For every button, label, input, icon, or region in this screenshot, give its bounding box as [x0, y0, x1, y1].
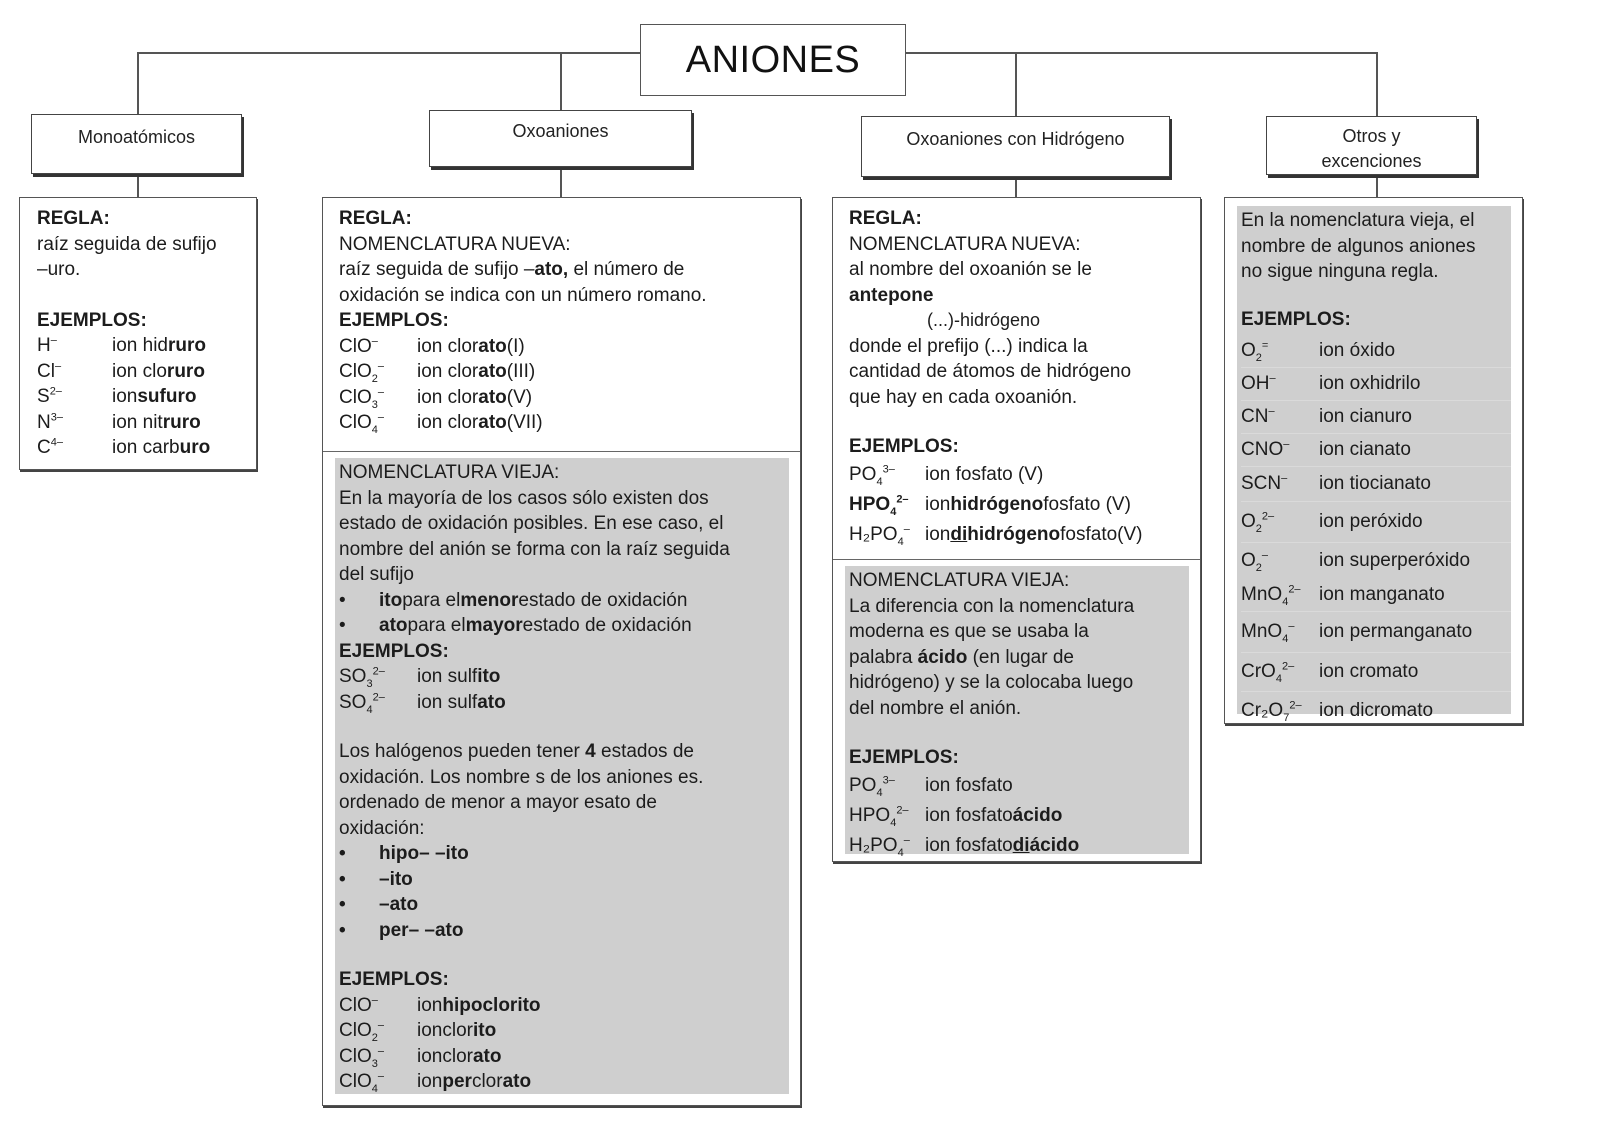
regla-text: oxidación se indica con un número romano.: [339, 284, 707, 306]
ejemplos-label: EJEMPLOS:: [1241, 308, 1351, 330]
example-row: $SO_3^{2-}$ ion sulf ito: [339, 665, 501, 690]
example-row: ClO$_4$– ion per clor ato: [339, 1070, 532, 1095]
ejemplos-label: EJEMPLOS:: [339, 969, 449, 990]
example-row: $O_2^-$ ion superperóxido: [1241, 549, 1471, 575]
example-row: $SO_4^{2-}$ ion sulf ato: [339, 691, 506, 716]
panel-otros: [1224, 197, 1523, 724]
connector-oxoaniones: [560, 52, 562, 111]
category-label: Monoatómicos: [77, 127, 196, 147]
connector-top-left: [137, 52, 640, 54]
connector-monoatomicos: [137, 52, 139, 115]
regla-text: raíz seguida de sufijo: [37, 233, 217, 255]
nomenclatura-nueva-heading: NOMENCLATURA NUEVA:: [849, 233, 1081, 255]
examples-list: [37, 333, 256, 461]
example-row: ClO$_4$– ion clor ato (VII): [339, 411, 543, 436]
paragraph-line: estado de oxidación posibles. En ese caso, el: [339, 513, 724, 534]
example-row: $PO_4^{3-}$ ion fosfato (V): [849, 463, 1044, 488]
panel-oxoaniones: [322, 197, 801, 1106]
connector-monoatomicos-panel: [137, 175, 139, 197]
example-row: $O_2^=$ ion óxido: [1241, 335, 1511, 368]
connector-otros-panel: [1376, 176, 1378, 197]
oxoaniones-vieja-section: [335, 458, 789, 1094]
example-row: $Cr_2O_7^{2-}$ ion dicromato: [1241, 699, 1434, 725]
nomenclatura-nueva-heading: NOMENCLATURA NUEVA:: [339, 233, 571, 255]
example-row: $N^{3-}$ ion nit ruro: [37, 411, 201, 433]
category-monoatomicos: [31, 114, 242, 174]
bullet-item: • ato para el mayor estado de oxidación: [339, 615, 692, 636]
regla-text: cantidad de átomos de hidrógeno: [849, 361, 1132, 382]
paragraph-line: oxidación:: [339, 817, 425, 839]
panel-monoatomicos: [19, 197, 257, 470]
example-row: MnO$_4$– ion permanganato: [1241, 612, 1511, 653]
example-row: ClO$_3$– ion clor ato (V): [339, 386, 533, 411]
example-row: OH– ion oxhidrilo: [1241, 368, 1511, 401]
nomenclatura-vieja-heading: NOMENCLATURA VIEJA:: [339, 462, 560, 483]
example-row: CrO$_4^{2-}$ ion cromato: [1241, 653, 1511, 692]
example-row: SCN– ion tiocianato: [1241, 467, 1511, 502]
suffix-bullet: • –ito: [339, 868, 413, 890]
example-row: ClO– ion hipo clor ito: [339, 994, 541, 1016]
category-label: Oxoaniones con Hidrógeno: [906, 129, 1125, 149]
otros-section: [1237, 206, 1511, 725]
hidrogeno-vieja-section: [845, 566, 1189, 859]
category-label: Oxoaniones: [512, 121, 609, 141]
connector-otros: [1376, 52, 1378, 116]
regla-label: REGLA:: [37, 208, 110, 229]
paragraph-line: En la nomenclatura vieja, el: [1241, 210, 1475, 231]
paragraph-line: hidrógeno) y se la colocaba luego: [849, 672, 1134, 693]
category-otros: [1266, 116, 1477, 175]
paragraph-line: del nombre el anión.: [849, 697, 1022, 719]
example-row: $C^{4-}$ ion carb uro: [37, 436, 211, 458]
panel-oxoaniones-hidrogeno: [832, 197, 1201, 862]
nomenclatura-vieja-heading: NOMENCLATURA VIEJA:: [849, 570, 1070, 591]
regla-text: que hay en cada oxoanión.: [849, 386, 1078, 408]
paragraph-line: En la mayoría de los casos sólo existen dos: [339, 487, 709, 509]
example-row: ClO$_3$– ion clor ato: [339, 1045, 502, 1070]
suffix-bullet: • per– –ato: [339, 919, 464, 941]
example-row: $S^{2-}$ ion sufuro: [37, 385, 197, 407]
suffix-bullet: • hipo– –ito: [339, 843, 469, 864]
paragraph-line: del sufijo: [339, 564, 414, 585]
regla-text: al nombre del oxoanión se le: [849, 259, 1092, 280]
example-row: H– ion hid ruro: [37, 334, 206, 356]
category-label-line2: excenciones: [1321, 151, 1422, 171]
ejemplos-label: EJEMPLOS:: [37, 309, 147, 331]
oxoaniones-nueva-section: [323, 198, 800, 452]
example-row: $HPO_4^{2-}$ ion fosfato ácido: [849, 804, 1063, 829]
regla-text: raíz seguida de sufijo –ato, el número de: [339, 259, 685, 280]
example-row: ClO$_2$– ion clor ito: [339, 1019, 497, 1044]
example-row: $H_2PO_4^-$ ion fosfato di ácido: [849, 834, 1080, 859]
example-row: $PO_4^{3-}$ ion fosfato: [849, 774, 1013, 799]
paragraph-line: ordenado de menor a mayor esato de: [339, 792, 657, 813]
paragraph-line: oxidación. Los nombre s de los aniones es.: [339, 766, 704, 788]
category-oxoaniones-hidrogeno: [861, 116, 1170, 177]
suffix-bullet: • –ato: [339, 894, 419, 915]
paragraph-line: La diferencia con la nomenclatura: [849, 595, 1135, 617]
example-row: $O_2^{2-}$ ion peróxido: [1241, 502, 1511, 543]
ejemplos-label: EJEMPLOS:: [849, 436, 959, 457]
paragraph-line: Los halógenos pueden tener 4 estados de: [339, 741, 694, 762]
paragraph-line: nombre de algunos aniones: [1241, 235, 1476, 257]
example-row: $HPO_4^{2-}$ ion hidrógeno fosfato (V): [849, 493, 1131, 518]
regla-label: REGLA:: [849, 208, 922, 229]
example-row: $H_2PO_4^-$ ion di hidrógeno fosfato(V): [849, 523, 1143, 548]
regla-text: donde el prefijo (...) indica la: [849, 335, 1088, 357]
example-row: MnO$_4^{2-}$ ion manganato: [1241, 579, 1511, 612]
category-label-line1: Otros y: [1342, 126, 1401, 146]
example-row: Cl– ion clo ruro: [37, 360, 205, 382]
paragraph-line: nombre del anión se forma con la raíz seguida: [339, 538, 730, 560]
regla-text: –uro.: [37, 259, 81, 280]
title-box: [640, 24, 906, 96]
paragraph-line: palabra ácido (en lugar de: [849, 646, 1074, 668]
ejemplos-label: EJEMPLOS:: [339, 310, 449, 331]
regla-label: REGLA:: [339, 208, 412, 229]
paragraph-line: moderna es que se usaba la: [849, 621, 1089, 642]
regla-text: (...)-hidrógeno: [927, 310, 1041, 330]
hidrogeno-nueva-section: [833, 198, 1200, 560]
example-row: ClO– ion clor ato (I): [339, 335, 525, 357]
category-oxoaniones: [429, 110, 692, 167]
ejemplos-label: EJEMPLOS:: [339, 640, 449, 662]
paragraph-line: no sigue ninguna regla.: [1241, 261, 1439, 282]
page-title: ANIONES: [685, 38, 861, 81]
connector-oxoaniones-panel: [560, 167, 562, 197]
bullet-item: • ito para el menor estado de oxidación: [339, 589, 688, 611]
connector-oxoaniones-hidrogeno: [1015, 52, 1017, 116]
connector-oxoaniones-hidrogeno-panel: [1015, 178, 1017, 197]
example-row: ClO$_2$– ion clor ato (III): [339, 360, 536, 385]
ejemplos-label: EJEMPLOS:: [849, 747, 959, 768]
regla-text: antepone: [849, 284, 934, 306]
example-row: CN– ion cianuro: [1241, 401, 1511, 434]
example-row: CNO– ion cianato: [1241, 434, 1511, 467]
connector-top-right: [906, 52, 1377, 54]
